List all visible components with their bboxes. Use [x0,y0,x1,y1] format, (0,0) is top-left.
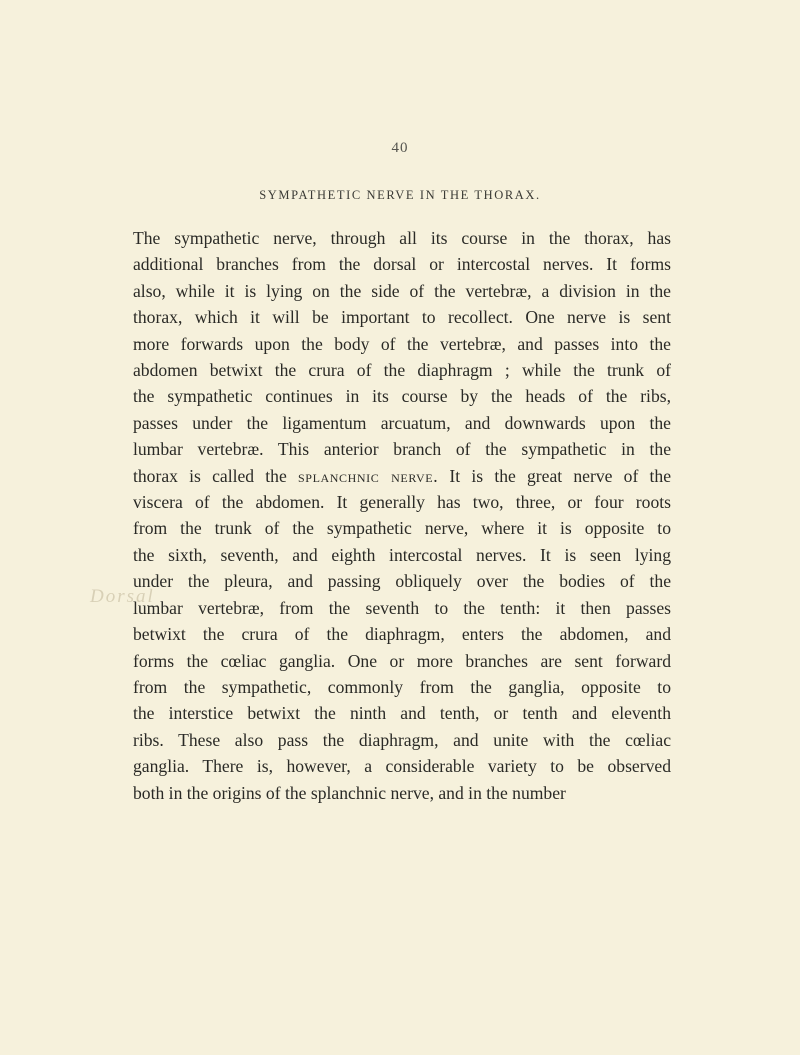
text-line: The sympathetic nerve, through all its course in the thorax, has [133,228,671,248]
text-line: lumbar vertebræ. This anterior branch of the sympathetic in the [133,439,671,460]
text-line: betwixt the crura of the diaphragm, enters the abdomen, and [133,624,671,645]
text-line: from the sympathetic, commonly from the ganglia, opposite to [133,676,671,697]
text-line: also, while it is lying on the side of the vertebræ, a division in the [133,280,671,301]
section-heading: SYMPATHETIC NERVE IN THE THORAX. [259,188,541,202]
text-line: ribs. These also pass the diaphragm, and unite with the cœliac [133,729,671,750]
text-line: from the trunk of the sympathetic nerve, where it is opposite to [133,518,671,539]
body-paragraph [133,225,671,806]
line-segment: It is the great nerve of the [449,465,672,486]
text-line: viscera of the abdomen. It generally has two, three, or four roots [133,492,671,513]
text-line: lumbar vertebræ, from the seventh to the tenth: it then passes [133,597,671,618]
splanchnic-nerve-term: splanchnic nerve. [298,465,439,486]
text-line: abdomen betwixt the crura of the diaphragm ; while the trunk of [133,360,671,381]
line-segment: thorax is called the [133,465,287,486]
text-line: the sympathetic continues in its course by the heads of the ribs, [133,386,671,407]
page-number: 40 [391,140,409,156]
text-line-splanchnic [133,463,671,489]
text-line: thorax, which it will be important to recollect. One nerve is sent [133,307,671,328]
text-line: forms the cœliac ganglia. One or more branches are sent forward [133,650,671,671]
text-line: both in the origins of the splanchnic nerve, and in the number [133,782,566,803]
bleed-through-text: Dorsal [90,586,155,607]
text-line: passes under the ligamentum arcuatum, and downwards upon the [133,412,671,433]
text-line: more forwards upon the body of the vertebræ, and passes into the [133,333,671,354]
text-line: the interstice betwixt the ninth and tenth, or tenth and eleventh [133,703,671,724]
text-line: additional branches from the dorsal or intercostal nerves. It forms [133,254,671,275]
text-line: under the pleura, and passing obliquely over the bodies of the [133,571,671,592]
text-line: the sixth, seventh, and eighth intercostal nerves. It is seen lying [133,544,671,565]
text-line: ganglia. There is, however, a considerable variety to be observed [133,756,671,777]
